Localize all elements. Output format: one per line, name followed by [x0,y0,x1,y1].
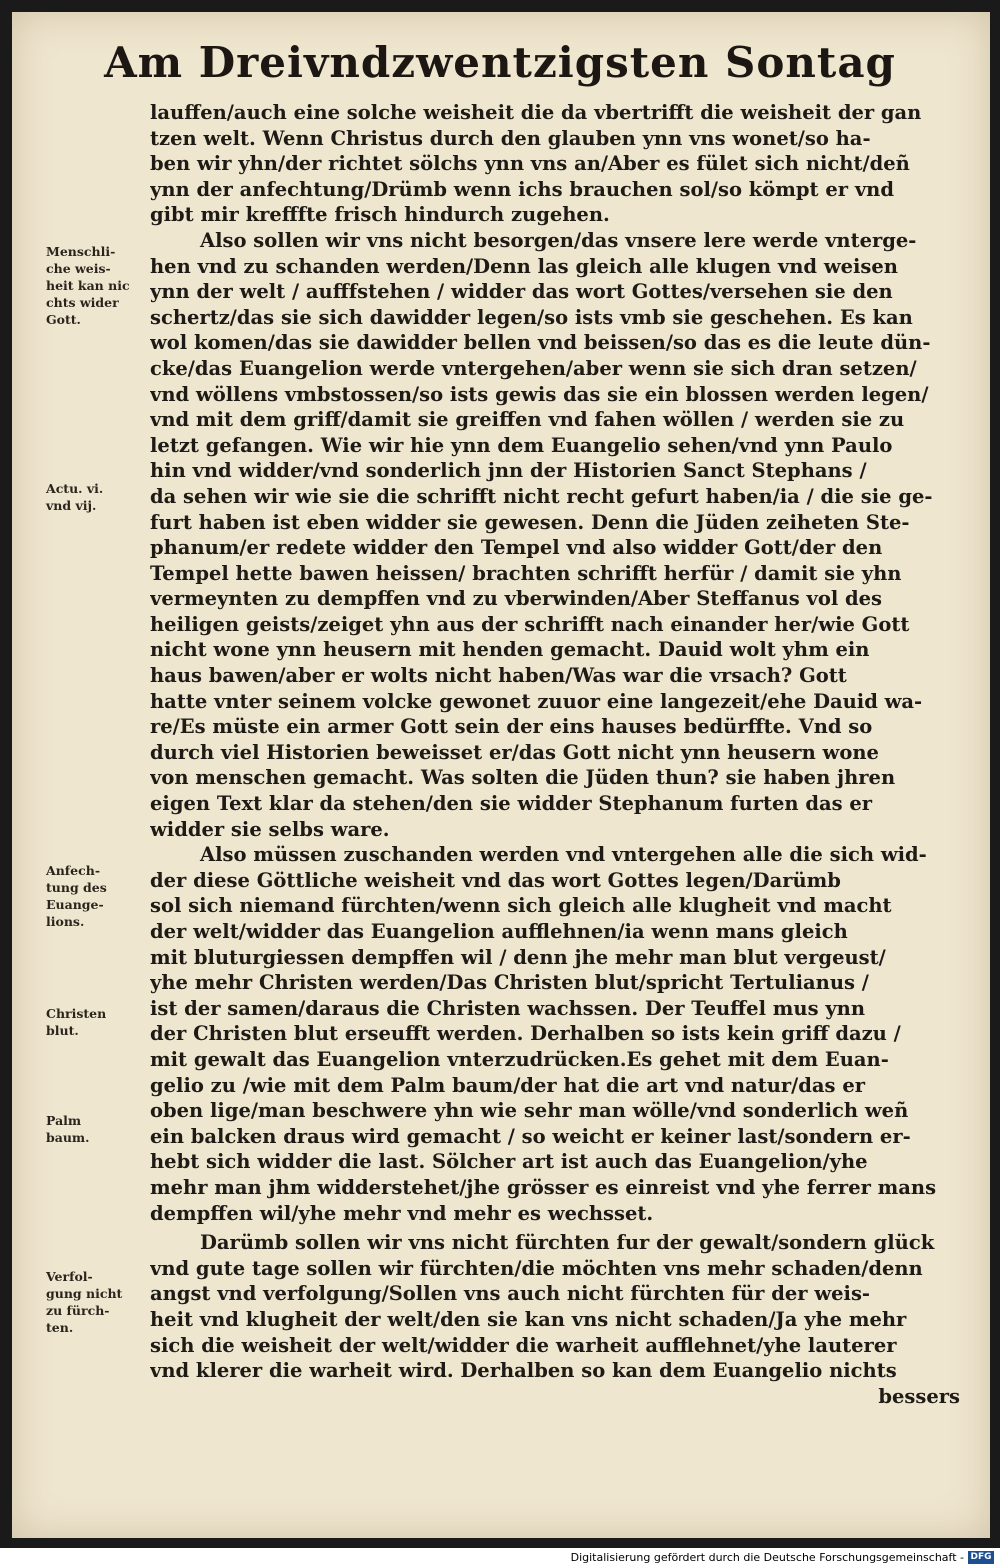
text-line: letzt gefangen. Wie wir hie ynn dem Euangelio sehen/vnd ynn Paulo [150,433,893,457]
text-line: gelio zu /wie mit dem Palm baum/der hat die art vnd natur/das er [150,1073,866,1097]
margin-note: Anfech- tung des Euange- lions. [46,863,107,929]
text-line: mehr man jhm widderstehet/jhe grösser es einreist vnd yhe ferrer mans [150,1175,937,1199]
margin-note: Christen blut. [46,1006,107,1038]
margin-note: Actu. vi. vnd vij. [46,481,104,513]
text-line: angst vnd verfolgung/Sollen vns auch nicht fürchten für der weis- [150,1282,871,1306]
text-line: widder sie selbs ware. [150,817,390,841]
text-line: der diese Göttliche weisheit vnd das wort Gottes legen/Darümb [150,868,841,892]
text-line: ist der samen/daraus die Christen wachssen. Der Teuffel mus ynn [150,996,866,1020]
text-line: Also sollen wir vns nicht besorgen/das vnsere lere werde vnterge- [200,228,917,252]
text-line: nicht wone ynn heusern mit henden gemacht. Dauid wolt yhm ein [150,638,870,662]
text-line: hen vnd zu schanden werden/Denn las gleich alle klugen vnd weisen [150,254,898,278]
text-line: re/Es müste ein armer Gott sein der eins hauses bedürffte. Vnd so [150,715,873,739]
margin-note: Palm baum. [46,1113,90,1145]
margin-note: Verfol- gung nicht zu fürch- ten. [46,1269,123,1335]
text-line: mit gewalt das Euangelion vnterzudrücken.Es gehet mit dem Euan- [150,1047,889,1071]
text-line: hin vnd widder/vnd sonderlich jnn der Historien Sanct Stephans / [150,459,867,483]
text-line: ben wir yhn/der richtet sölchs ynn vns an/Aber es fület sich nicht/deñ [150,152,910,176]
catchword: bessers [878,1384,960,1408]
text-line: mit bluturgiessen dempffen wil / denn jhe mehr man blut vergeust/ [150,945,886,969]
text-line: vnd wöllens vmbstossen/so ists gewis das sie ein blossen werden legen/ [150,382,929,406]
text-line: lauffen/auch eine solche weisheit die da vbertrifft die weisheit der gan [150,101,922,124]
text-line: yhe mehr Christen werden/Das Christen blut/spricht Tertulianus / [150,971,869,995]
text-line: heit vnd klugheit der welt/den sie kan vns nicht schaden/Ja yhe mehr [150,1307,907,1331]
text-line: phanum/er redete widder den Tempel vnd also widder Gott/der den [150,536,883,560]
text-line: schertz/das sie sich dawidder legen/so ists vmb sie geschehen. Es kan [150,305,913,329]
text-line: oben lige/man beschwere yhn wie sehr man wölle/vnd sonderlich weñ [150,1099,909,1123]
text-line: vnd mit dem griff/damit sie greiffen vnd fahen wöllen / werden sie zu [150,408,905,432]
text-line: heiligen geists/zeiget yhn aus der schrifft nach einander her/wie Gott [150,612,910,636]
text-line: durch viel Historien beweisset er/das Gott nicht ynn heusern wone [150,740,879,764]
text-line: cke/das Euangelion werde vntergehen/aber wenn sie sich dran setzen/ [150,356,917,380]
text-line: Tempel hette bawen heissen/ brachten schrifft herfür / damit sie yhn [150,561,902,585]
page-title: Am Dreivndzwentzigsten Sontag [104,38,896,87]
text-line: tzen welt. Wenn Christus durch den glauben ynn vns wonet/so ha- [150,126,871,150]
text-line: der Christen blut ersеufft werden. Derhalben so ists kein griff dazu / [150,1022,901,1046]
text-line: von menschen gemacht. Was solten die Jüden thun? sie haben jhren [150,766,896,790]
text-line: ynn der welt / aufffstehen / widder das wort Gottes/versehen sie den [150,280,893,304]
text-line: ynn der anfechtung/Drümb wenn ichs brauchen sol/so kömpt er vnd [150,177,894,201]
text-line: ein balcken draus wird gemacht / so weicht er keiner last/sondern er- [150,1124,911,1148]
text-line: vermeynten zu dempffen vnd zu vberwinden/Aber Steffanus vol des [150,587,883,611]
text-line: der welt/widder das Euangelion aufflehnen/ia wenn mans gleich [150,920,848,943]
text-line: hebt sich widder die last. Sölcher art ist auch das Euangelion/yhe [150,1150,868,1174]
body-text [150,100,960,1409]
text-line: haus bawen/aber er wolts nicht haben/Was war die vrsach? Gott [150,664,847,688]
text-line: sich die weisheit der welt/widder die warheit aufflehnet/yhe lauterer [150,1333,897,1357]
text-line: vnd gute tage sollen wir fürchten/die möchten vns mehr schaden/denn [150,1256,923,1280]
dfg-logo: DFG [968,1551,994,1564]
text-line: wol komen/das sie dawidder bellen vnd beissen/so das es die leute dün- [150,331,931,355]
margin-note: Menschli- che weis- heit kan nic chts wider Gott. [46,244,130,327]
text-line: gibt mir krefffte frisch hindurch zugehen. [150,203,610,227]
text-line: hatte vnter seinem volcke gewonet zuuor eine langezeit/ehe Dauid wa- [150,689,923,713]
text-line: da sehen wir wie sie die schrifft nicht recht gefurt haben/ia / die sie ge- [150,484,933,508]
text-line: Also müssen zuschanden werden vnd vntergehen alle die sich wid- [200,843,927,867]
text-line: sol sich niemand fürchten/wenn sich gleich alle klugheit vnd macht [150,894,892,918]
text-line: Darümb sollen wir vns nicht fürchten fur der gewalt/sondern glück [200,1231,935,1255]
text-line: vnd klerer die warheit wird. Derhalben so kan dem Euangelio nichts [150,1359,897,1383]
text-line: eigen Text klar da stehen/den sie widder Stephanum furten das er [150,792,873,816]
funding-credit: Digitalisierung gefördert durch die Deutsche Forschungsgemeinschaft - [570,1551,964,1564]
text-line: furt haben ist eben widder sie gewesen. Denn die Jüden zeiheten Ste- [150,510,910,534]
text-line: dempffen wil/yhe mehr vnd mehr es wechsset. [150,1201,654,1225]
